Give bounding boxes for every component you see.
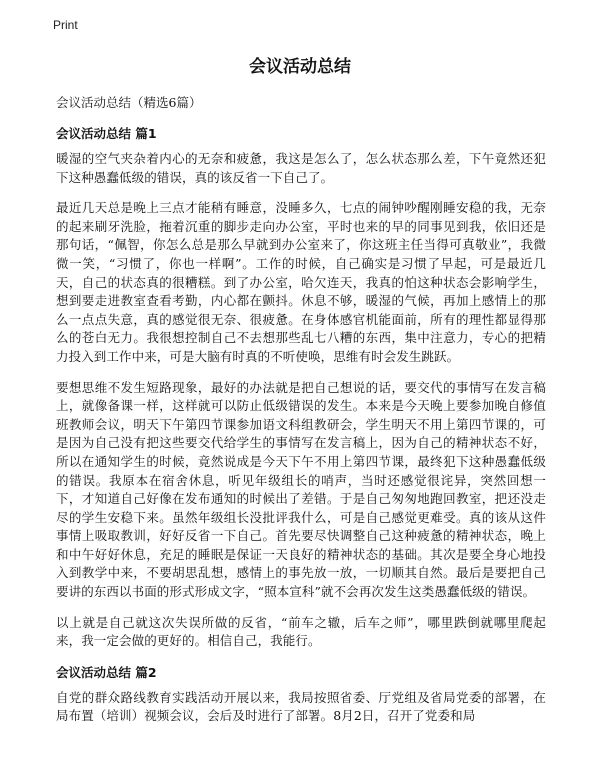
paragraph: 自党的群众路线教育实践活动开展以来，我局按照省委、厅党组及省局党委的部署，在局布置（培训）视频会议，会后及时进行了部署。8月2日，召开了党委和局 [56, 689, 546, 724]
document-body [56, 124, 546, 738]
paragraph: 以上就是自己就这次失误所做的反省，“前车之辙，后车之师”，哪里跌倒就哪里爬起来，我一定会做的更好的。相信自己，我能行。 [56, 614, 546, 649]
document-subtitle: 会议活动总结（精选6篇） [56, 95, 202, 110]
paragraph: 最近几天总是晚上三点才能稍有睡意，没睡多久，七点的闹钟吵醒刚睡安稳的我，无奈的起来刷牙洗脸，拖着沉重的脚步走向办公室，平时也来的早的同事见到我，依旧还是那句话，“佩智，你怎么总是那么早就到办公室来了，你这班主任当得可真敬业”，我微微一笑，“习惯了，你也一样啊”。工作的时候，自己确实是习惯了早起，可是最近几天，自己的状态真的很糟糕。到了办公室，哈欠连天，我真的怕这种状态会影响学生，想到要走进教室查看考勤，内心都在颤抖。休息不够，暖湿的气候，再加上感情上的那么一点点失意，真的感觉很无奈、很疲惫。在身体感官机能面前，所有的理性都显得那么的苍白无力。我很想控制自己不去想那些乱七八糟的东西，集中注意力，专心的把精力投入到工作中来，可是大脑有时真的不听使唤，思维有时会发生跳跃。 [56, 200, 546, 364]
page-title: 会议活动总结 [249, 57, 351, 77]
paragraph: 暖湿的空气夹杂着内心的无奈和疲惫，我这是怎么了，怎么状态那么差，下午竟然还犯下这种愚蠢低级的错误，真的该反省一下自己了。 [56, 151, 546, 185]
section-heading-2: 会议活动总结 篇2 [56, 664, 157, 680]
section-heading-1: 会议活动总结 篇1 [56, 126, 157, 141]
paragraph: 要想思维不发生短路现象，最好的办法就是把自己想说的话，要交代的事情写在发言稿上，就像备课一样，这样就可以防止低级错误的发生。本来是今天晚上要参加晚自修值班教师会议，明天下午第四节课参加语文科组教研会，学生明天不用上第四节课的，可是因为自己没有把这些要交代给学生的事情写在发言稿上，因为自己的精神状态不好，所以在通知学生的时候，竟然说成是今天下午不用上第四节课，最终犯下这种愚蠢低级的错误。我原本在宿舍休息，听见年级组长的哨声，当时还感觉很诧异，突然回想一下，才知道自己好像在发布通知的时候出了差错。于是自己匆匆地跑回教室，把还没走尽的学生安稳下来。虽然年级组长没批评我什么，可是自己感觉更难受。真的该从这件事情上吸取教训，好好反省一下自己。首先要尽快调整自己这种疲惫的精神状态，晚上和中午好好休息，充足的睡眠是保证一天良好的精神状态的基础。其次是要全身心地投入到教学中来，不要胡思乱想，感情上的事先放一放，一切顺其自然。最后是要把自己要讲的东西以书面的形式形成文字，“照本宣科”就不会再次发生这类愚蠢低级的错误。 [56, 379, 546, 600]
print-link[interactable]: Print [53, 18, 78, 32]
